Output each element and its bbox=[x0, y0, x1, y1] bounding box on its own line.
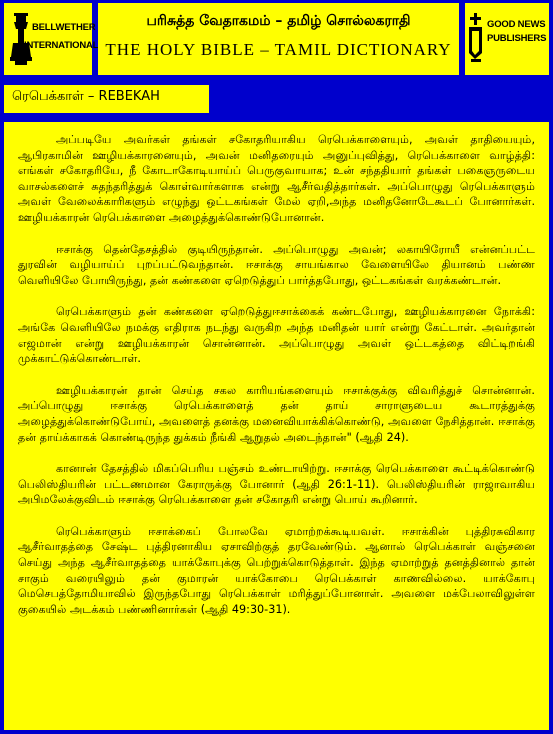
paragraph-2: ஈசாக்கு தென்தேசத்தில் குடியிருந்தான். அப்பொழுது அவன்; லகாயிரோயீ என்னப்பட்ட துரவின் வழியாய்ப் புறப்பட்டுவந்தான். ஈசாக்கு சாயங்கால வேளையிலே தியானம் பண்ண வெளியிலே போயிருந்து, தன் கண்களை ஏறெடுத்துப் பார்த்தபோது, ஒட்டகங்கள் வரக்கண்டான். bbox=[18, 242, 535, 287]
title-tamil: பரிசுத்த வேதாகமம் – தமிழ் சொல்லகராதி bbox=[146, 13, 411, 29]
entry-heading-panel bbox=[4, 85, 209, 113]
bellwether-emblem-icon bbox=[4, 3, 92, 75]
entry-content bbox=[4, 122, 549, 730]
paragraph-5: கானான் தேசத்தில் மிகப்பெரிய பஞ்சம் உண்டாயிற்று. ஈசாக்கு ரெபெக்காளை கூட்டிக்கொண்டு பெலிஸ்தியரின் பட்டணமான கேராருக்கு போனார் (ஆதி 26:1-11). பெலிஸ்தியரின் ராஜாவாகிய அபிமலேக்குவிடம் ஈசாக்கு ரெபெக்காளை தன் சகோதரி என்று பொய் கூறினார். bbox=[18, 462, 535, 507]
entry-heading: ரெபெக்காள் – REBEKAH bbox=[12, 89, 160, 104]
paragraph-1: அப்படியே அவர்கள் தங்கள் சகோதரியாகிய ரெபெக்காளையும், அவள் தாதியையும், ஆபிரகாமின் ஊழியக்காரனையும், அவன் மனிதரையும் அனுப்புவித்து, ரெபெக்காளை வாழ்த்தி: எங்கள் சகோதரியே, நீ கோடாகோடியாய்ப் பெருகுவாயாக; உன் சந்ததியார் தங்கள் பகைஞருடைய வாசல்களைச் சுதந்தரித்துக் கொள்வார்களாக என்று ஆசீர்வதித்தார்கள். அப்பொழுது ரெபெக்காளும் அவள் வேலைக்காரிகளும் எழுந்து ஒட்டகங்கள் மேல் ஏறி,அந்த மனிதனோடேகூடப் போனார்கள். ஊழியக்காரன் ரெபெக்காளை அழைத்துக்கொண்டுபோனான். bbox=[18, 133, 535, 224]
paragraph-3: ரெபெக்காளும் தன் கண்களை ஏறெடுத்துஈசாக்கைக் கண்டபோது, ஊழியக்காரனை நோக்கி: அங்கே வெளியிலே நமக்கு எதிராக நடந்து வருகிற அந்த மனிதன் யார் என்று கேட்டாள். அவர்தான் எஜமான் என்று ஊழியக்காரன் சொன்னான். அப்பொழுது அவள் ஒட்டகத்தை விட்டிறங்கி முக்காட்டுக்கொண்டாள். bbox=[18, 305, 535, 366]
good-news-logo bbox=[465, 3, 549, 75]
paragraph-6: ரெபெக்காளும் ஈசாக்கைப் போலவே ஏமாற்றக்கூடியவள். ஈசாக்கின் புத்திரசுவிகார ஆசீர்வாதத்தை சேஷ்ட புத்திரனாகிய ஏசாவிற்குத் தரவேண்டும். ஆனால் ரெபெக்காள் வஞ்சனை செய்து அந்த ஆசீர்வாதத்தை யாக்கோபுக்கு பெற்றுக்கொடுத்தாள். இந்த ஏமாற்றுத் தனத்தினால் தான் சாகும் வரையிலும் தன் குமாரன் யாக்கோபை ரெபெக்காள் காணவில்லை. யாக்கோபு மெசெபத்தோமியாவில் இருந்தபோது ரெபெக்காள் மரித்துப்போனாள். அவளை மக்பேலாவிலுள்ள குகையில் அடக்கம் பண்ணினார்கள் (ஆதி 49:30-31). bbox=[18, 524, 535, 616]
logo-left-line2: INTERNATIONAL bbox=[24, 40, 99, 51]
logo-right-line1: GOOD NEWS bbox=[487, 19, 546, 30]
header-title-panel bbox=[98, 3, 459, 75]
logo-left-line1: BELLWETHER bbox=[32, 22, 96, 33]
paragraph-4: ஊழியக்காரன் தான் செய்த சகல காரியங்களையும் ஈசாக்குக்கு விவரித்துச் சொன்னான். அப்பொழுது ஈசாக்கு ரெபெக்காளைத் தன் தாய் சாராளுடைய கூடாரத்துக்கு அழைத்துக்கொண்டுபோய், அவளைத் தனக்கு மனைவியாக்கிக்கொண்டு, அவளை நேசித்தான். ஈசாக்கு தன் தாய்க்காகக் கொண்டிருந்த துக்கம் நீங்கி ஆறுதல் அடைந்தான்" (ஆதி 24). bbox=[18, 383, 535, 444]
bellwether-logo bbox=[4, 3, 99, 75]
title-english: THE HOLY BIBLE – TAMIL DICTIONARY bbox=[105, 40, 452, 59]
logo-right-line2: PUBLISHERS bbox=[487, 33, 547, 44]
